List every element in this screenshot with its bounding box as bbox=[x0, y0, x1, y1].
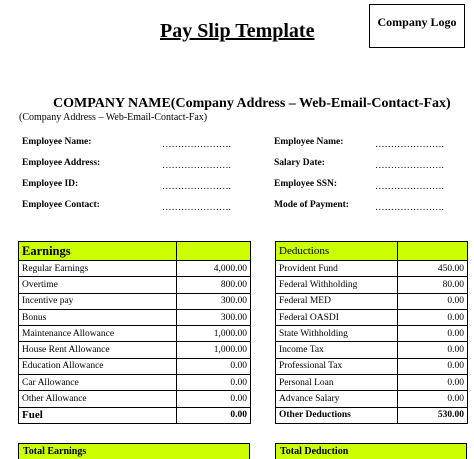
company-address: (Company Address – Web-Email-Contact-Fax) bbox=[19, 112, 208, 123]
earnings-row-label: Maintenance Allowance bbox=[19, 326, 177, 342]
deductions-row-label: Income Tax bbox=[276, 342, 398, 358]
employee-id-label: Employee ID: bbox=[22, 179, 79, 189]
salary-date-label: Salary Date: bbox=[274, 158, 325, 168]
deductions-header: Deductions bbox=[276, 242, 398, 261]
earnings-row-label: Car Allowance bbox=[19, 375, 177, 391]
earnings-header: Earnings bbox=[19, 242, 177, 261]
employee-name-value: …………………. bbox=[162, 140, 231, 150]
deductions-row-label: Advance Salary bbox=[276, 391, 398, 407]
deductions-row-amount: 0.00 bbox=[398, 309, 468, 325]
deductions-row-label: Federal OASDI bbox=[276, 309, 398, 325]
deductions-row-label: State Withholding bbox=[276, 326, 398, 342]
deductions-row-amount: 0.00 bbox=[398, 391, 468, 407]
employee-id-value: …………………. bbox=[162, 182, 231, 192]
employee-contact-value: …………………. bbox=[162, 203, 231, 213]
salary-date-value: …………………. bbox=[375, 161, 444, 171]
deductions-row-label: Professional Tax bbox=[276, 358, 398, 374]
deductions-row-label: Federal MED bbox=[276, 293, 398, 309]
deductions-table bbox=[275, 241, 468, 424]
deductions-row-amount: 530.00 bbox=[398, 407, 468, 423]
employee-contact-label: Employee Contact: bbox=[22, 200, 100, 210]
deductions-row-label: Federal Withholding bbox=[276, 277, 398, 293]
deductions-row-label: Other Deductions bbox=[276, 407, 398, 423]
deductions-row-amount: 0.00 bbox=[398, 358, 468, 374]
company-logo-box: Company Logo bbox=[369, 4, 465, 48]
earnings-row-label: House Rent Allowance bbox=[19, 342, 177, 358]
mode-of-payment-value: …………………. bbox=[375, 203, 444, 213]
deductions-row-label: Personal Loan bbox=[276, 375, 398, 391]
earnings-row-label: Fuel bbox=[19, 407, 177, 423]
deductions-row-amount: 450.00 bbox=[398, 261, 468, 277]
earnings-table bbox=[18, 241, 251, 424]
earnings-row-amount: 4,000.00 bbox=[177, 261, 251, 277]
earnings-row-amount: 0.00 bbox=[177, 375, 251, 391]
deductions-row-amount: 0.00 bbox=[398, 293, 468, 309]
deductions-row-amount: 80.00 bbox=[398, 277, 468, 293]
earnings-row-amount: 300.00 bbox=[177, 293, 251, 309]
deductions-row-amount: 0.00 bbox=[398, 326, 468, 342]
employee-ssn-label: Employee SSN: bbox=[274, 179, 338, 189]
company-name: COMPANY NAME(Company Address – Web-Email-Contact-Fax) bbox=[53, 96, 451, 111]
earnings-row-label: Other Allowance bbox=[19, 391, 177, 407]
earnings-row-amount: 1,000.00 bbox=[177, 342, 251, 358]
deductions-row-label: Provident Fund bbox=[276, 261, 398, 277]
earnings-row-label: Regular Earnings bbox=[19, 261, 177, 277]
earnings-row-amount: 0.00 bbox=[177, 391, 251, 407]
earnings-row-label: Incentive pay bbox=[19, 293, 177, 309]
earnings-row-label: Education Allowance bbox=[19, 358, 177, 374]
earnings-row-label: Overtime bbox=[19, 277, 177, 293]
mode-of-payment-label: Mode of Payment: bbox=[274, 200, 349, 210]
page-title: Pay Slip Template bbox=[160, 20, 315, 42]
earnings-row-amount: 0.00 bbox=[177, 407, 251, 423]
deductions-row-amount: 0.00 bbox=[398, 375, 468, 391]
employee-name-label: Employee Name: bbox=[22, 137, 92, 147]
employee-address-value: …………………. bbox=[162, 161, 231, 171]
employee-name-right-label: Employee Name: bbox=[274, 137, 344, 147]
earnings-row-label: Bonus bbox=[19, 309, 177, 325]
employee-address-label: Employee Address: bbox=[22, 158, 101, 168]
earnings-row-amount: 300.00 bbox=[177, 309, 251, 325]
employee-ssn-value: …………………. bbox=[375, 182, 444, 192]
earnings-row-amount: 0.00 bbox=[177, 358, 251, 374]
employee-name-right-value: …………………. bbox=[375, 140, 444, 150]
total-earnings-bar: Total Earnings bbox=[18, 443, 250, 459]
earnings-row-amount: 800.00 bbox=[177, 277, 251, 293]
earnings-row-amount: 1,000.00 bbox=[177, 326, 251, 342]
deductions-row-amount: 0.00 bbox=[398, 342, 468, 358]
total-deduction-bar: Total Deduction bbox=[275, 443, 467, 459]
